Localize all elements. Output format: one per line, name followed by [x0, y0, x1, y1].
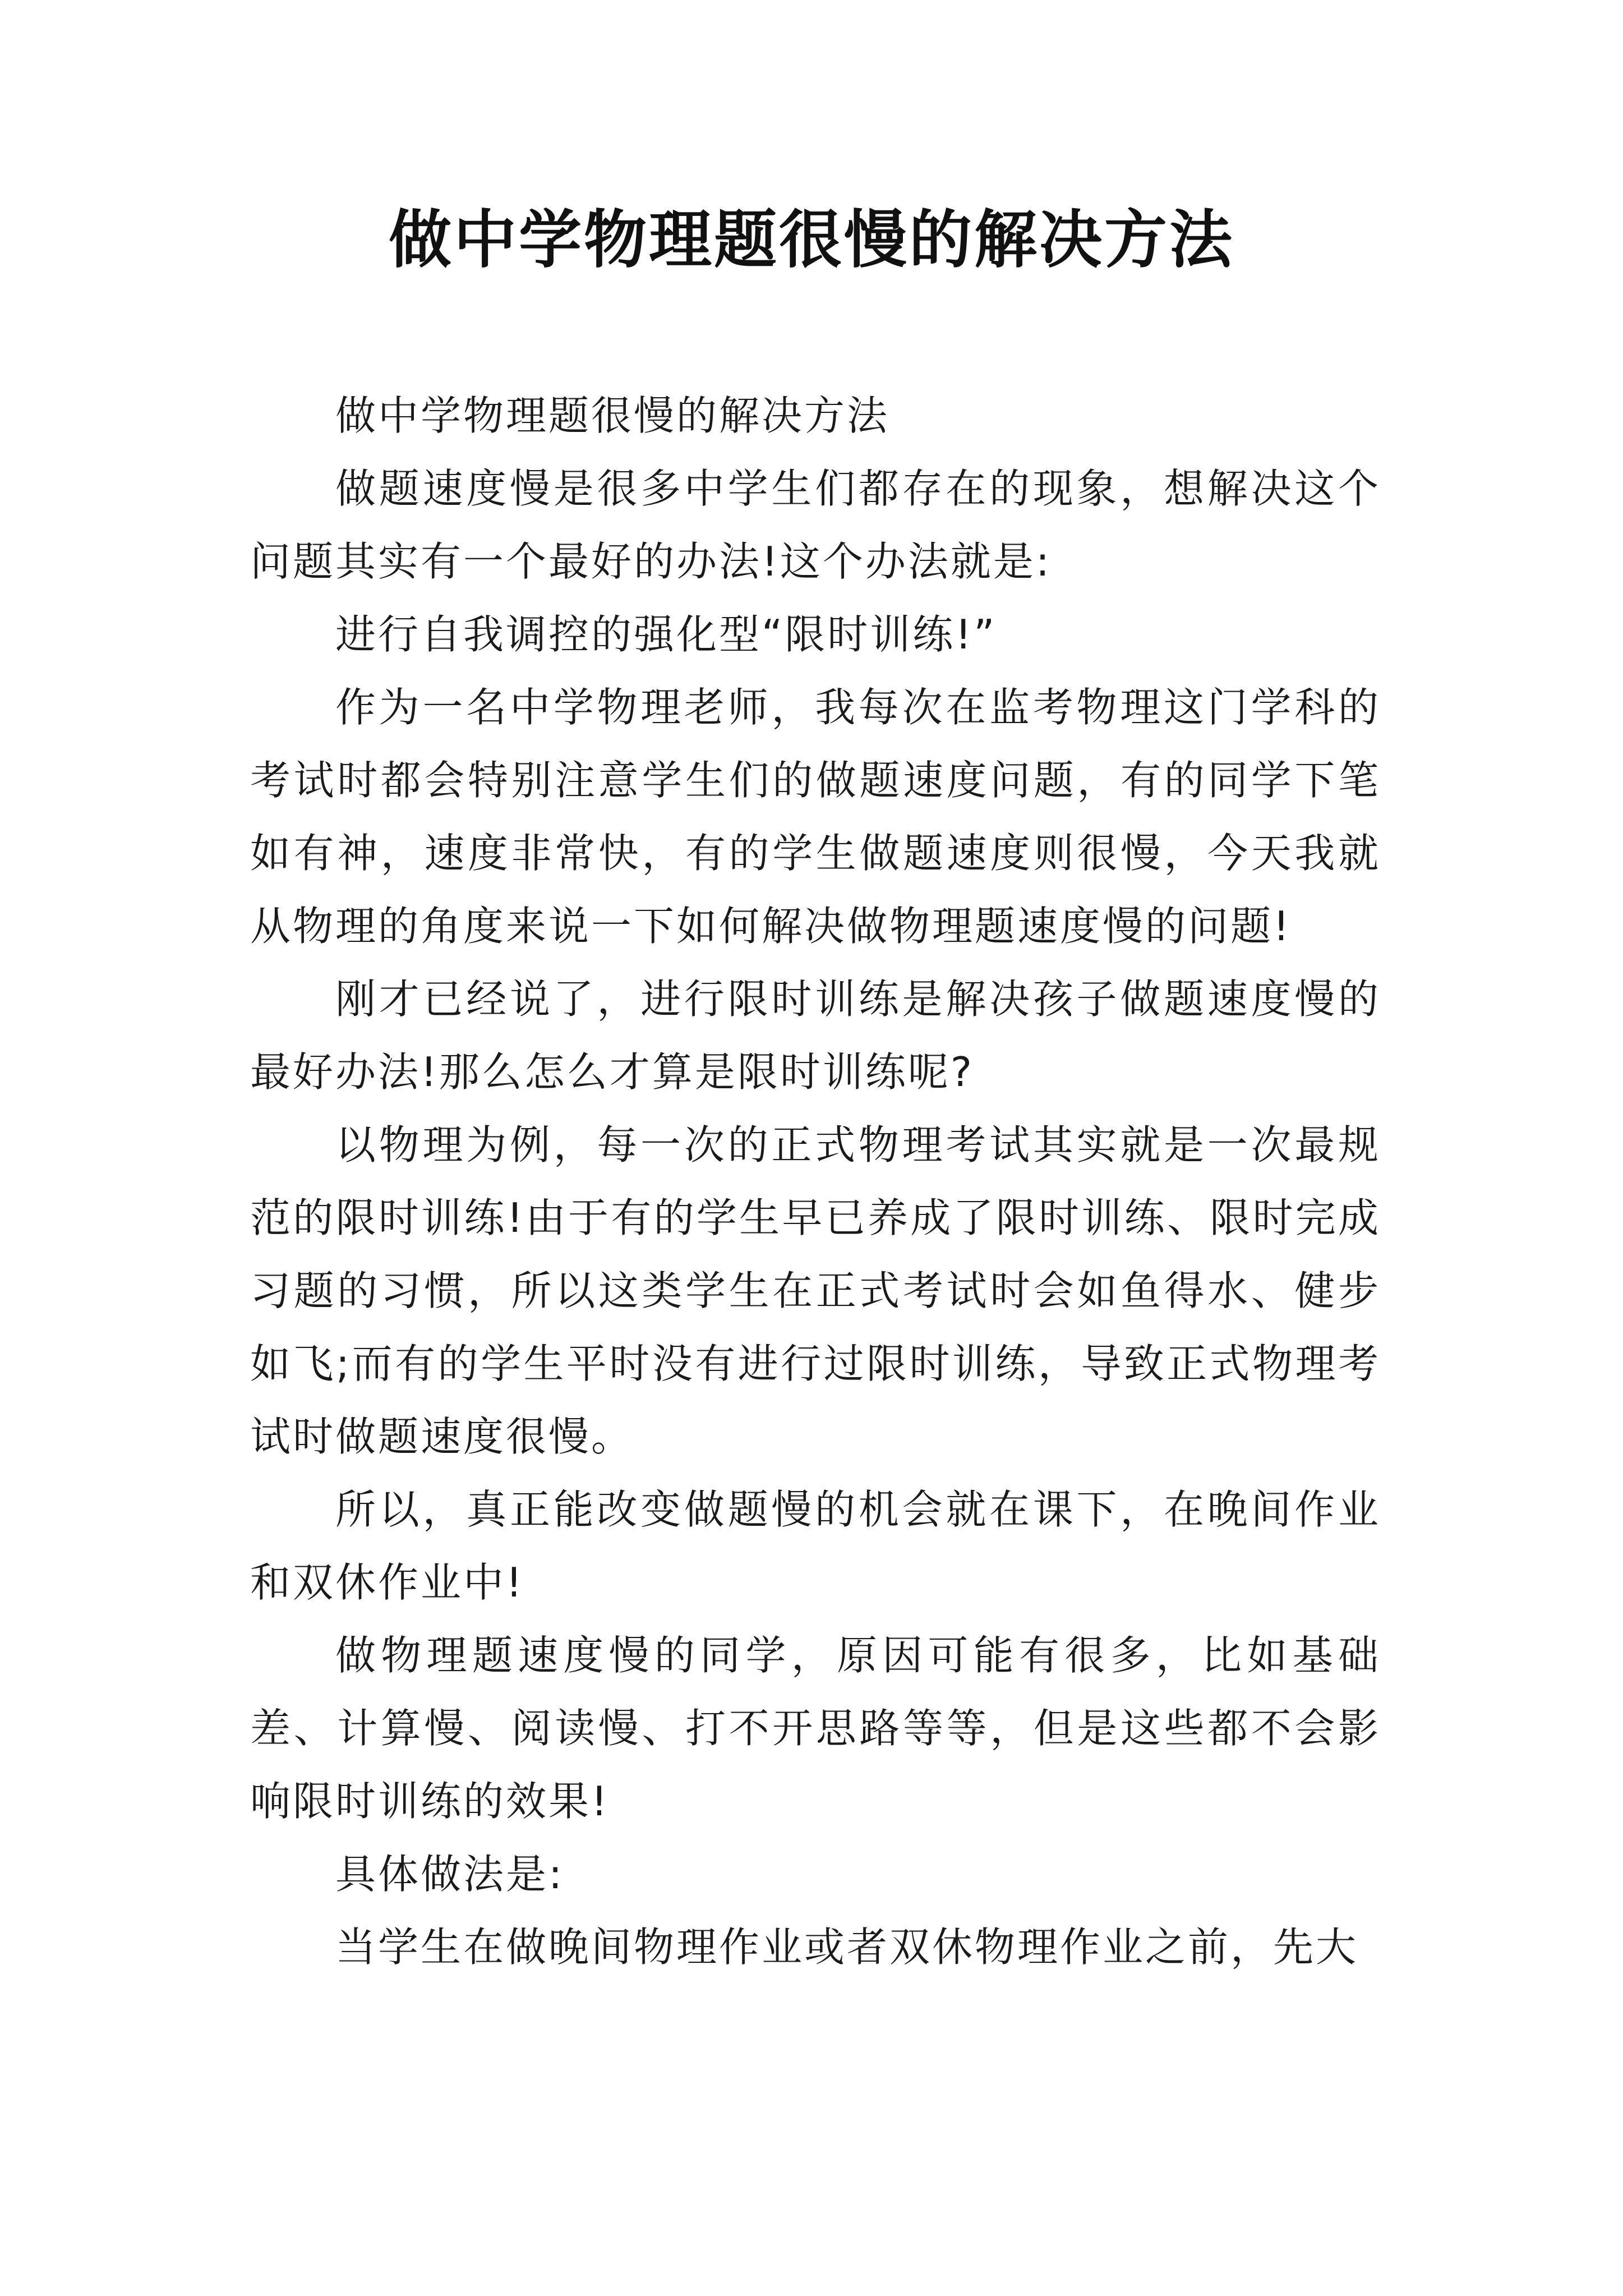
- paragraph: 所以，真正能改变做题慢的机会就在课下，在晚间作业和双休作业中!: [250, 1486, 1381, 1606]
- paragraph: 做物理题速度慢的同学，原因可能有很多，比如基础差、计算慢、阅读慢、打不开思路等等，但是这些都不会影响限时训练的效果!: [250, 1632, 1381, 1825]
- paragraph: 以物理为例，每一次的正式物理考试其实就是一次最规范的限时训练!由于有的学生早已养成了限时训练、限时完成习题的习惯，所以这类学生在正式考试时会如鱼得水、健步如飞;而有的学生平时没有进行过限时训练，导致正式物理考试时做题速度很慢。: [250, 1121, 1381, 1460]
- paragraph: 进行自我调控的强化型“限时训练!”: [335, 611, 997, 658]
- paragraph: 具体做法是:: [335, 1851, 565, 1898]
- paragraph: 作为一名中学物理老师，我每次在监考物理这门学科的考试时都会特别注意学生们的做题速度问题，有的同学下笔如有神，速度非常快，有的学生做题速度则很慢，今天我就从物理的角度来说一下如何解决做物理题速度慢的问题!: [250, 684, 1381, 950]
- paragraph: 做中学物理题很慢的解决方法: [335, 392, 890, 439]
- paragraph: 刚才已经说了，进行限时训练是解决孩子做题速度慢的最好办法!那么怎么才算是限时训练呢?: [250, 976, 1381, 1096]
- document-body: [250, 379, 1381, 1984]
- paragraph: 做题速度慢是很多中学生们都存在的现象，想解决这个问题其实有一个最好的办法!这个办法就是:: [250, 465, 1381, 585]
- paragraph: 当学生在做晚间物理作业或者双休物理作业之前，先大: [335, 1924, 1359, 1971]
- document-title: 做中学物理题很慢的解决方法: [389, 203, 1234, 277]
